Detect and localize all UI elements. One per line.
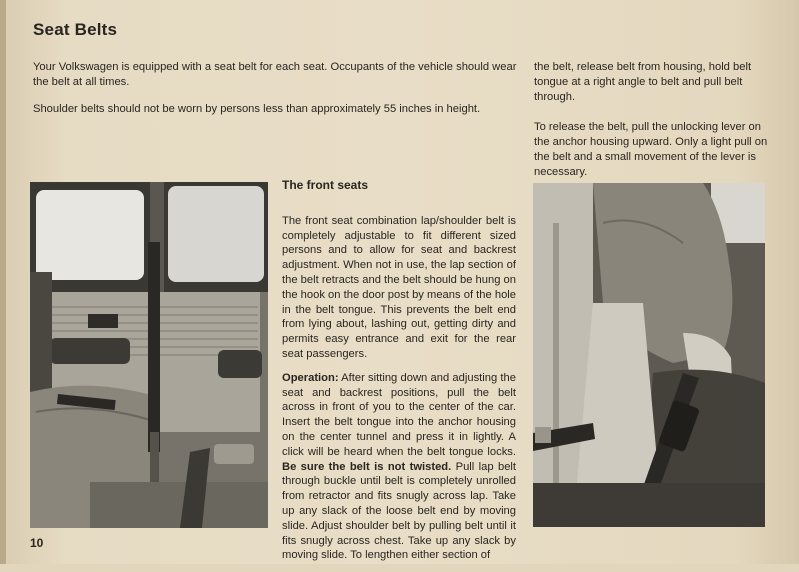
rear-seat-photo-illustration [30,182,268,528]
right-paragraph: the belt, release belt from housing, hold belt tongue at a right angle to belt and pull belt through. [534,61,752,103]
intro-paragraph: Your Volkswagen is equipped with a seat belt for each seat. Occupants of the vehicle should wear the belt at all times. [33,61,517,88]
operation-label: Operation: [282,371,339,384]
page-title: Seat Belts [33,20,118,39]
front-seats-paragraph: The front seat combination lap/shoulder belt is completely adjustable to fit different sized persons and to allow for seat and backrest adjustment. When not in use, the lap section of the belt retracts and the belt should be hung on the hook on the door post by means of the hole in the belt tongue. This prevents the belt end from lying about, lashing out, getting dirty and permits easy entrance and exit for the rear seat passengers. [282,214,516,360]
right-column-text [534,60,772,188]
front-seat-photo-illustration [533,183,765,527]
intro-text [33,60,523,129]
operation-text: After sitting down and adjusting the seat and backrest positions, pull the belt across in front of you to the center of the car. Insert the belt tongue into the anchor housing on the center tunnel and press it in lightly. A click will be heard when the belt tongue locks. [282,371,516,458]
rear-seat-belt-photo [30,182,268,528]
section-heading: The front seats [282,178,369,192]
operation-paragraph [282,371,516,563]
operation-text-continued: Pull lap belt through buckle until belt is completely unrolled from retractor and fits snugly across lap. Take up any slack of the loose belt end by moving slide. Adjust shoulder belt by pulling belt until it fits snugly across chest. Take up any slack by moving slide. To lengthen either section of [282,460,517,562]
front-seat-belt-photo [533,183,765,527]
front-seats-section [282,178,516,572]
intro-paragraph: Shoulder belts should not be worn by persons less than approximately 55 inches in height. [33,103,481,115]
page-number: 10 [30,536,44,550]
page-spine-shadow [0,0,6,564]
right-paragraph: To release the belt, pull the unlocking lever on the anchor housing upward. Only a light pull on the belt and a small movement of the lever is necessary. [534,121,768,178]
operation-warning: Be sure the belt is not twisted. [282,460,452,473]
